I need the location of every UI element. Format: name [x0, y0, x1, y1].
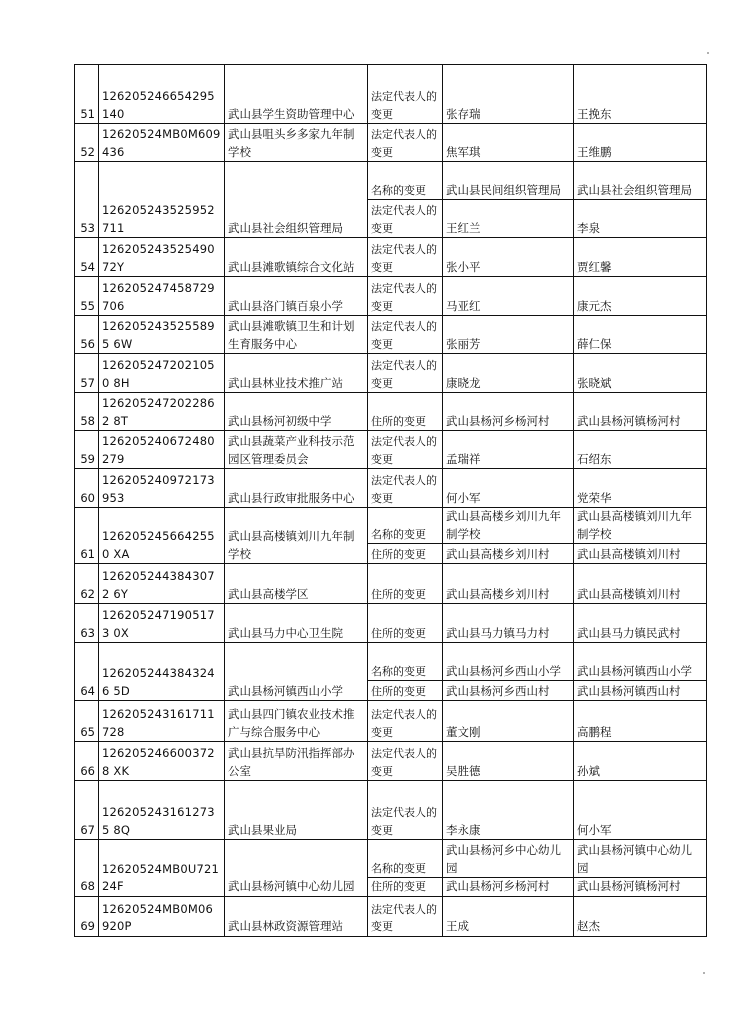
credit-code: 12620524MB0M609436 [99, 124, 225, 162]
organization-name: 武山县林政资源管理站 [225, 896, 368, 936]
record-number: 61 [75, 508, 99, 564]
credit-code: 126205243161711728 [99, 701, 225, 742]
organization-name: 武山县果业局 [225, 781, 368, 840]
record-number: 56 [75, 316, 99, 354]
organization-name: 武山县林业技术推广站 [225, 354, 368, 393]
table-row [75, 742, 707, 781]
value-before: 李永康 [443, 781, 574, 840]
change-type: 法定代表人的变更 [368, 124, 443, 162]
record-number: 52 [75, 124, 99, 162]
table-row [75, 431, 707, 469]
value-after: 康元杰 [574, 277, 707, 316]
change-type: 名称的变更 [368, 508, 443, 544]
organization-name: 武山县抗旱防汛指挥部办公室 [225, 742, 368, 781]
change-type: 法定代表人的变更 [368, 316, 443, 354]
organization-name: 武山县洛门镇百泉小学 [225, 277, 368, 316]
value-before: 康晓龙 [443, 354, 574, 393]
value-after: 薛仁保 [574, 316, 707, 354]
value-after: 武山县马力镇民武村 [574, 604, 707, 643]
credit-code: 1262052443843072 6Y [99, 564, 225, 604]
value-before: 武山县杨河乡杨河村 [443, 878, 574, 897]
change-type: 名称的变更 [368, 162, 443, 200]
change-type: 住所的变更 [368, 878, 443, 897]
record-number: 66 [75, 742, 99, 781]
change-type: 法定代表人的变更 [368, 65, 443, 124]
value-before: 马亚红 [443, 277, 574, 316]
table-row [75, 508, 707, 544]
value-before: 张存瑞 [443, 65, 574, 124]
organization-name: 武山县马力中心卫生院 [225, 604, 368, 643]
change-type: 住所的变更 [368, 681, 443, 701]
organization-name: 武山县滩歌镇卫生和计划生育服务中心 [225, 316, 368, 354]
record-number: 62 [75, 564, 99, 604]
credit-code: 126205247458729706 [99, 277, 225, 316]
organization-name: 武山县行政审批服务中心 [225, 469, 368, 508]
credit-code: 1262052443843246 5D [99, 643, 225, 701]
change-type: 住所的变更 [368, 604, 443, 643]
organization-name: 武山县滩歌镇综合文化站 [225, 238, 368, 277]
value-before: 武山县民间组织管理局 [443, 162, 574, 200]
value-after: 张晓斌 [574, 354, 707, 393]
value-after: 武山县杨河镇杨河村 [574, 393, 707, 431]
table-row [75, 781, 707, 840]
value-after: 武山县社会组织管理局 [574, 162, 707, 200]
table-row [75, 701, 707, 742]
credit-code: 126205246654295140 [99, 65, 225, 124]
change-type: 法定代表人的变更 [368, 469, 443, 508]
credit-code: 1262052456642550 XA [99, 508, 225, 564]
change-type: 法定代表人的变更 [368, 238, 443, 277]
table-row [75, 277, 707, 316]
credit-code: 1262052466003728 XK [99, 742, 225, 781]
change-type: 住所的变更 [368, 544, 443, 564]
registration-change-table [74, 64, 707, 937]
organization-name: 武山县咀头乡多家九年制学校 [225, 124, 368, 162]
record-number: 57 [75, 354, 99, 393]
value-before: 武山县高楼乡刘川九年制学校 [443, 508, 574, 544]
record-number: 60 [75, 469, 99, 508]
credit-code: 126205240972173953 [99, 469, 225, 508]
change-type: 名称的变更 [368, 840, 443, 878]
table-row [75, 162, 707, 200]
value-after: 王挽东 [574, 65, 707, 124]
credit-code: 126205243525490 72Y [99, 238, 225, 277]
credit-code: 12620524MB0M06 920P [99, 896, 225, 936]
record-number: 67 [75, 781, 99, 840]
credit-code: 1262052472022862 8T [99, 393, 225, 431]
table-row [75, 238, 707, 277]
credit-code: 1262052435255895 6W [99, 316, 225, 354]
record-number: 59 [75, 431, 99, 469]
table-row [75, 604, 707, 643]
organization-name: 武山县社会组织管理局 [225, 162, 368, 238]
table-row [75, 643, 707, 681]
record-number: 69 [75, 896, 99, 936]
organization-name: 武山县高楼学区 [225, 564, 368, 604]
value-after: 武山县杨河镇中心幼儿园 [574, 840, 707, 878]
value-after: 王维鹏 [574, 124, 707, 162]
credit-code: 126205243525952711 [99, 162, 225, 238]
organization-name: 武山县高楼镇刘川九年制学校 [225, 508, 368, 564]
scan-speck [703, 972, 705, 974]
value-before: 武山县杨河乡杨河村 [443, 393, 574, 431]
value-before: 张丽芳 [443, 316, 574, 354]
value-after: 孙斌 [574, 742, 707, 781]
value-after: 武山县高楼镇刘川村 [574, 564, 707, 604]
table-row [75, 840, 707, 878]
value-before: 武山县马力镇马力村 [443, 604, 574, 643]
change-type: 法定代表人的变更 [368, 200, 443, 238]
credit-code: 126205240672480279 [99, 431, 225, 469]
record-number: 58 [75, 393, 99, 431]
table-row [75, 354, 707, 393]
value-after: 武山县杨河镇西山小学 [574, 643, 707, 681]
change-type: 法定代表人的变更 [368, 742, 443, 781]
organization-name: 武山县蔬菜产业科技示范园区管理委员会 [225, 431, 368, 469]
value-after: 赵杰 [574, 896, 707, 936]
value-before: 武山县高楼乡刘川村 [443, 564, 574, 604]
table-row [75, 469, 707, 508]
change-type: 法定代表人的变更 [368, 277, 443, 316]
record-number: 53 [75, 162, 99, 238]
change-type: 法定代表人的变更 [368, 354, 443, 393]
value-before: 张小平 [443, 238, 574, 277]
value-before: 董文刚 [443, 701, 574, 742]
change-type: 法定代表人的变更 [368, 896, 443, 936]
change-type: 法定代表人的变更 [368, 431, 443, 469]
value-before: 何小军 [443, 469, 574, 508]
table-row [75, 316, 707, 354]
credit-code: 12620524MB0U721 24F [99, 840, 225, 897]
value-before: 吴胜德 [443, 742, 574, 781]
credit-code: 1262052471905173 0X [99, 604, 225, 643]
table-row [75, 124, 707, 162]
record-number: 65 [75, 701, 99, 742]
organization-name: 武山县杨河初级中学 [225, 393, 368, 431]
value-after: 武山县杨河镇杨河村 [574, 878, 707, 897]
table-row [75, 564, 707, 604]
record-number: 68 [75, 840, 99, 897]
value-after: 武山县高楼镇刘川九年制学校 [574, 508, 707, 544]
table-row [75, 896, 707, 936]
value-after: 武山县高楼镇刘川村 [574, 544, 707, 564]
record-number: 54 [75, 238, 99, 277]
change-type: 住所的变更 [368, 564, 443, 604]
value-before: 武山县杨河乡西山村 [443, 681, 574, 701]
value-after: 武山县杨河镇西山村 [574, 681, 707, 701]
value-after: 何小军 [574, 781, 707, 840]
value-after: 党荣华 [574, 469, 707, 508]
change-type: 住所的变更 [368, 393, 443, 431]
value-before: 武山县高楼乡刘川村 [443, 544, 574, 564]
organization-name: 武山县杨河镇中心幼儿园 [225, 840, 368, 897]
value-after: 李泉 [574, 200, 707, 238]
record-number: 55 [75, 277, 99, 316]
credit-code: 1262052472021050 8H [99, 354, 225, 393]
value-before: 孟瑞祥 [443, 431, 574, 469]
record-number: 64 [75, 643, 99, 701]
organization-name: 武山县四门镇农业技术推广与综合服务中心 [225, 701, 368, 742]
value-after: 石绍东 [574, 431, 707, 469]
organization-name: 武山县学生资助管理中心 [225, 65, 368, 124]
table-row [75, 393, 707, 431]
change-type: 法定代表人的变更 [368, 701, 443, 742]
change-type: 名称的变更 [368, 643, 443, 681]
value-after: 贾红馨 [574, 238, 707, 277]
table-row [75, 65, 707, 124]
record-number: 51 [75, 65, 99, 124]
value-before: 武山县杨河乡西山小学 [443, 643, 574, 681]
value-after: 高鹏程 [574, 701, 707, 742]
value-before: 王红兰 [443, 200, 574, 238]
value-before: 焦军琪 [443, 124, 574, 162]
credit-code: 1262052431612735 8Q [99, 781, 225, 840]
organization-name: 武山县杨河镇西山小学 [225, 643, 368, 701]
value-before: 王成 [443, 896, 574, 936]
value-before: 武山县杨河乡中心幼儿园 [443, 840, 574, 878]
change-type: 法定代表人的变更 [368, 781, 443, 840]
scan-speck [707, 52, 709, 54]
record-number: 63 [75, 604, 99, 643]
